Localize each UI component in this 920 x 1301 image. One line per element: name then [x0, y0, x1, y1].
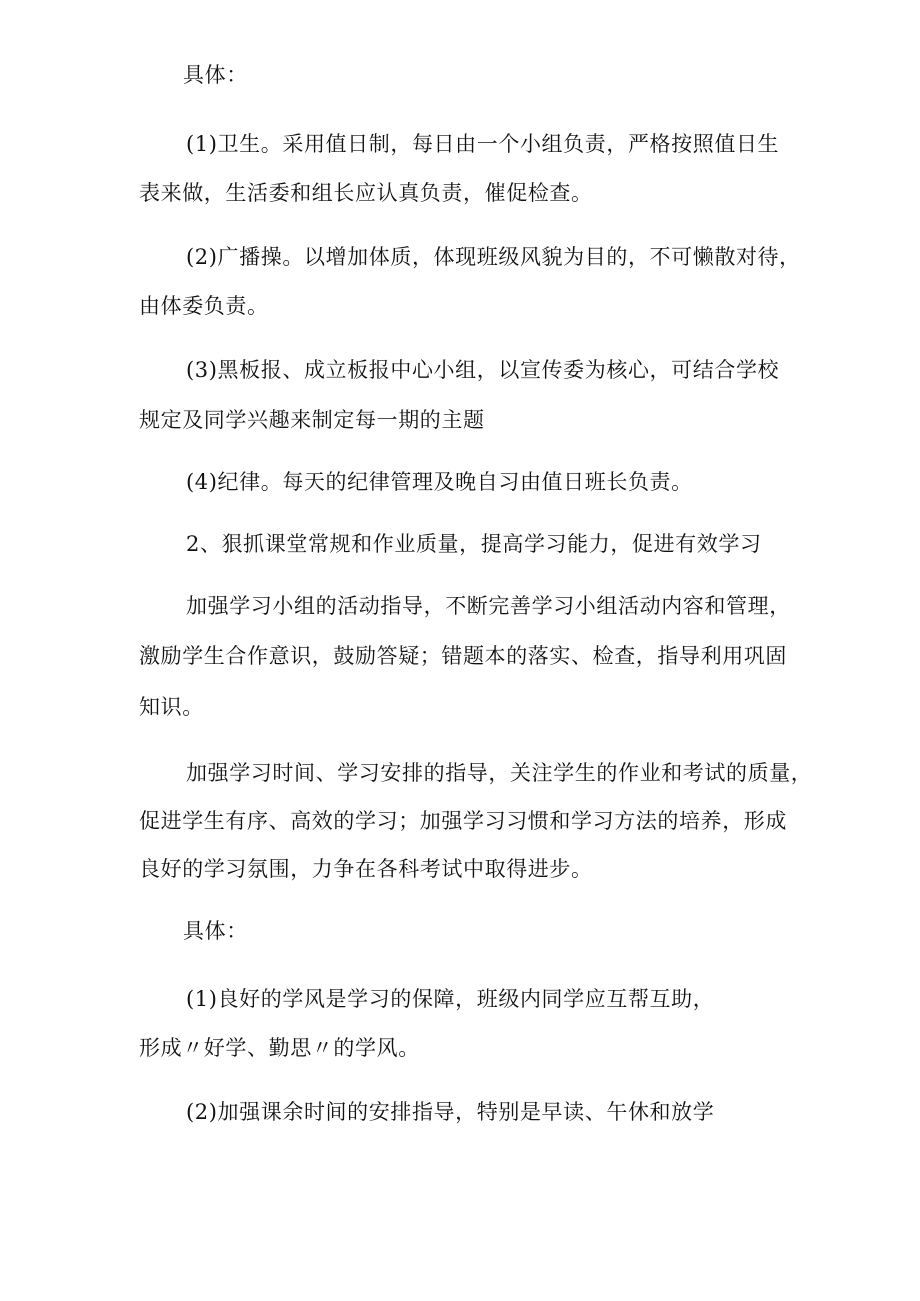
text-line: (3)黑板报、成立板报中心小组，以宣传委为核心，可结合学校	[186, 358, 780, 382]
text-line: 知识。	[139, 695, 204, 719]
text-line: 表来做，生活委和组长应认真负责，催促检查。	[139, 181, 593, 205]
text-line: (1)良好的学风是学习的保障，班级内同学应互帮互助，	[186, 987, 715, 1011]
text-line: 激励学生合作意识，鼓励答疑；错题本的落实、检查，指导利用巩固	[139, 644, 787, 668]
text-line: 规定及同学兴趣来制定每一期的主题	[139, 408, 485, 432]
text-line: 由体委负责。	[139, 294, 269, 318]
text-line: 加强学习时间、学习安排的指导，关注学生的作业和考试的质量，	[186, 761, 813, 785]
text-line: (2)广播操。以增加体质，体现班级风貌为目的，不可懒散对待，	[186, 245, 801, 269]
text-line: 2、狠抓课堂常规和作业质量，提高学习能力，促进有效学习	[186, 532, 762, 556]
text-line: (1)卫生。采用值日制，每日由一个小组负责，严格按照值日生	[186, 132, 780, 156]
text-line: 具体：	[183, 63, 248, 87]
text-line: (4)纪律。每天的纪律管理及晚自习由值日班长负责。	[186, 470, 693, 494]
text-line: 促进学生有序、高效的学习；加强学习习惯和学习方法的培养，形成	[139, 809, 787, 833]
text-line: 加强学习小组的活动指导，不断完善学习小组活动内容和管理，	[186, 594, 791, 618]
text-line: 良好的学习氛围，力争在各科考试中取得进步。	[139, 857, 593, 881]
text-line: 具体：	[183, 919, 248, 943]
text-line: 形成〃好学、勤思〃的学风。	[139, 1036, 420, 1060]
text-line: (2)加强课余时间的安排指导，特别是早读、午休和放学	[186, 1100, 715, 1124]
